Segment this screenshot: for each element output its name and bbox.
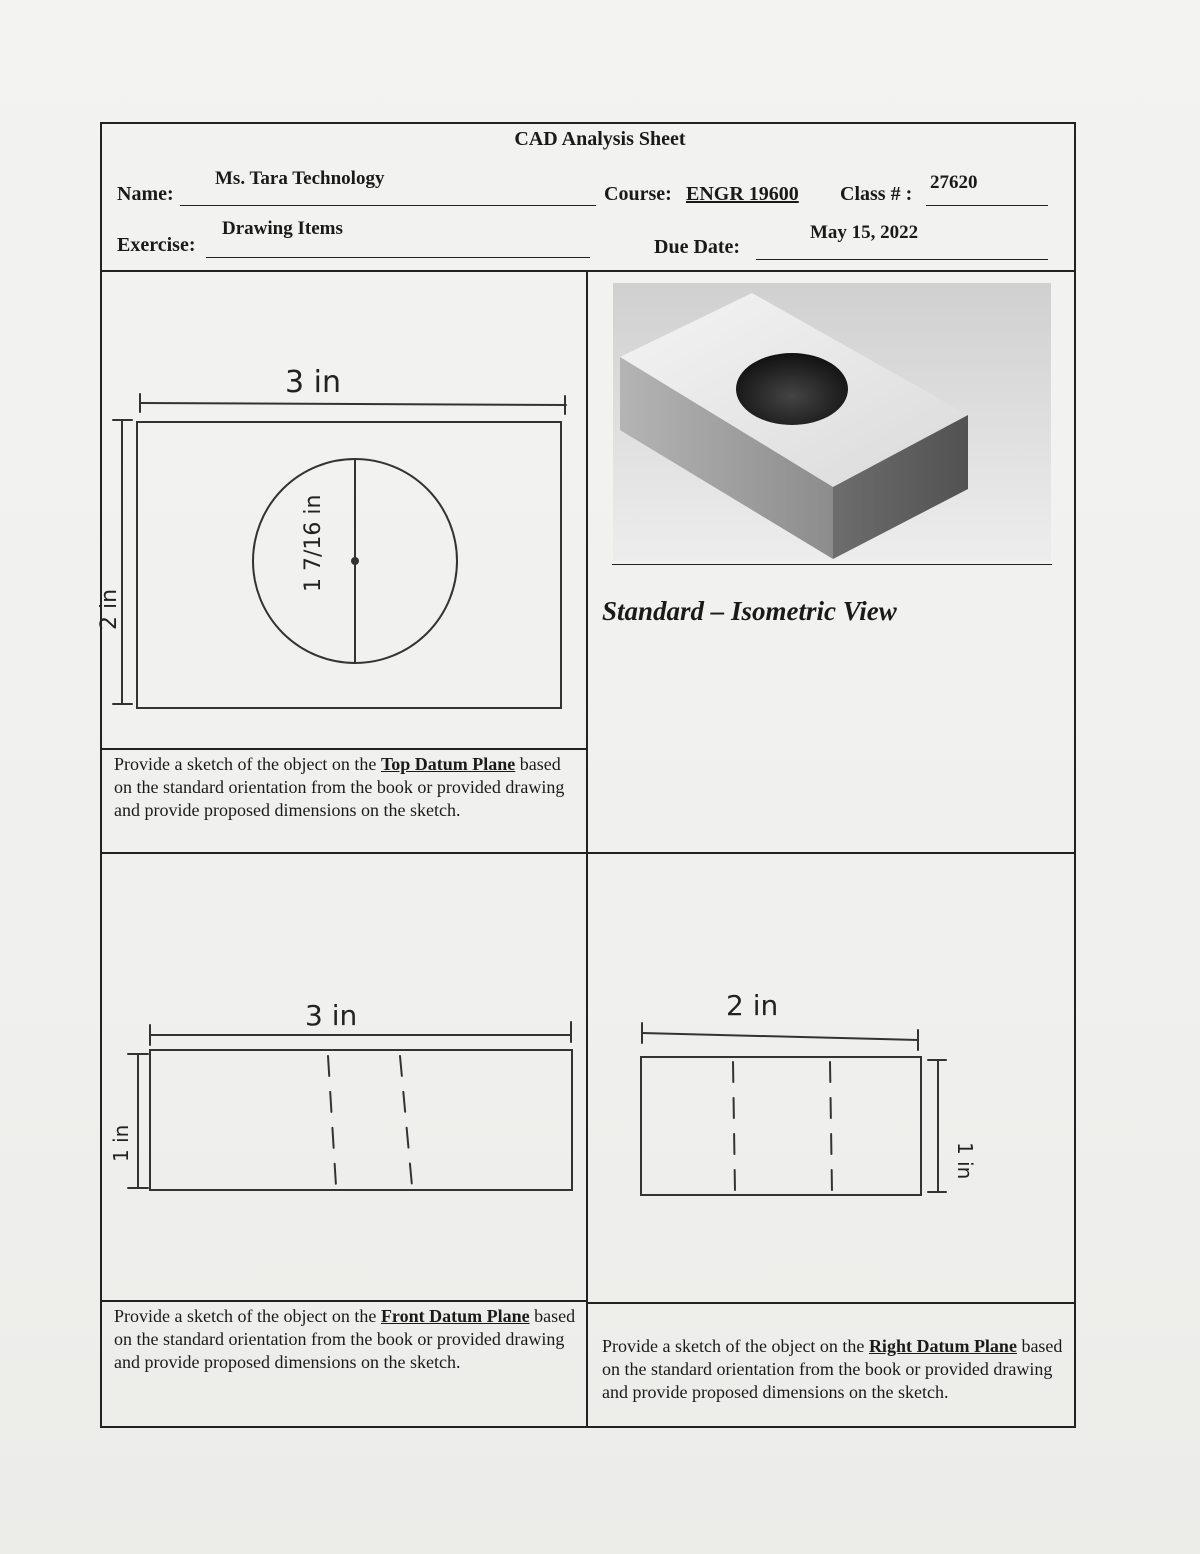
isometric-view-caption: Standard – Isometric View [602, 596, 897, 626]
top-datum-plane-term: Top Datum Plane [380, 754, 516, 774]
class-label: Class # : [840, 183, 913, 205]
top-view-diameter-label: 1 7/16 in [301, 494, 326, 592]
right-view-hidden-line-right [830, 1062, 832, 1192]
due-date-label: Due Date: [654, 236, 741, 258]
front-datum-plane-term: Front Datum Plane [380, 1306, 530, 1326]
top-view-height-label: 2 in [97, 588, 122, 630]
front-view-prompt: Provide a sketch of the object on the Front Datum Plane based on the standard orientation from the book or provided drawing and provide proposed dimensions on the sketch. [114, 1306, 576, 1372]
front-view-hidden-line-left [328, 1056, 336, 1186]
front-view-height-label: 1 in [109, 1124, 133, 1162]
right-view-hidden-line-left [733, 1062, 735, 1192]
right-view-width-dimension [642, 1033, 918, 1040]
right-view-height-label: 1 in [953, 1142, 977, 1180]
right-view-width-label: 2 in [726, 989, 779, 1022]
due-date-value: May 15, 2022 [810, 222, 919, 243]
course-label: Course: [604, 183, 672, 205]
class-value: 27620 [930, 172, 978, 193]
top-view-width-dimension [140, 403, 566, 405]
course-value: ENGR 19600 [686, 183, 799, 205]
top-view-outline [137, 422, 561, 708]
exercise-value: Drawing Items [222, 218, 343, 239]
right-datum-plane-term: Right Datum Plane [868, 1336, 1017, 1356]
front-view-outline [150, 1050, 572, 1190]
right-view-outline [641, 1057, 921, 1195]
right-view-prompt: Provide a sketch of the object on the Right Datum Plane based on the standard orientation from the book or provided drawing and provide proposed dimensions on the sketch. [602, 1336, 1063, 1402]
top-view-width-label: 3 in [285, 365, 341, 400]
top-view-hole-center [352, 558, 358, 564]
sheet-title: CAD Analysis Sheet [514, 128, 686, 150]
name-label: Name: [117, 183, 174, 205]
name-value: Ms. Tara Technology [215, 168, 385, 189]
front-view-width-label: 3 in [305, 999, 358, 1032]
top-view-prompt: Provide a sketch of the object on the Top Datum Plane based on the standard orientation from the book or provided drawing and provide proposed dimensions on the sketch. [114, 754, 565, 820]
exercise-label: Exercise: [117, 234, 196, 256]
front-view-hidden-line-right [400, 1056, 412, 1186]
